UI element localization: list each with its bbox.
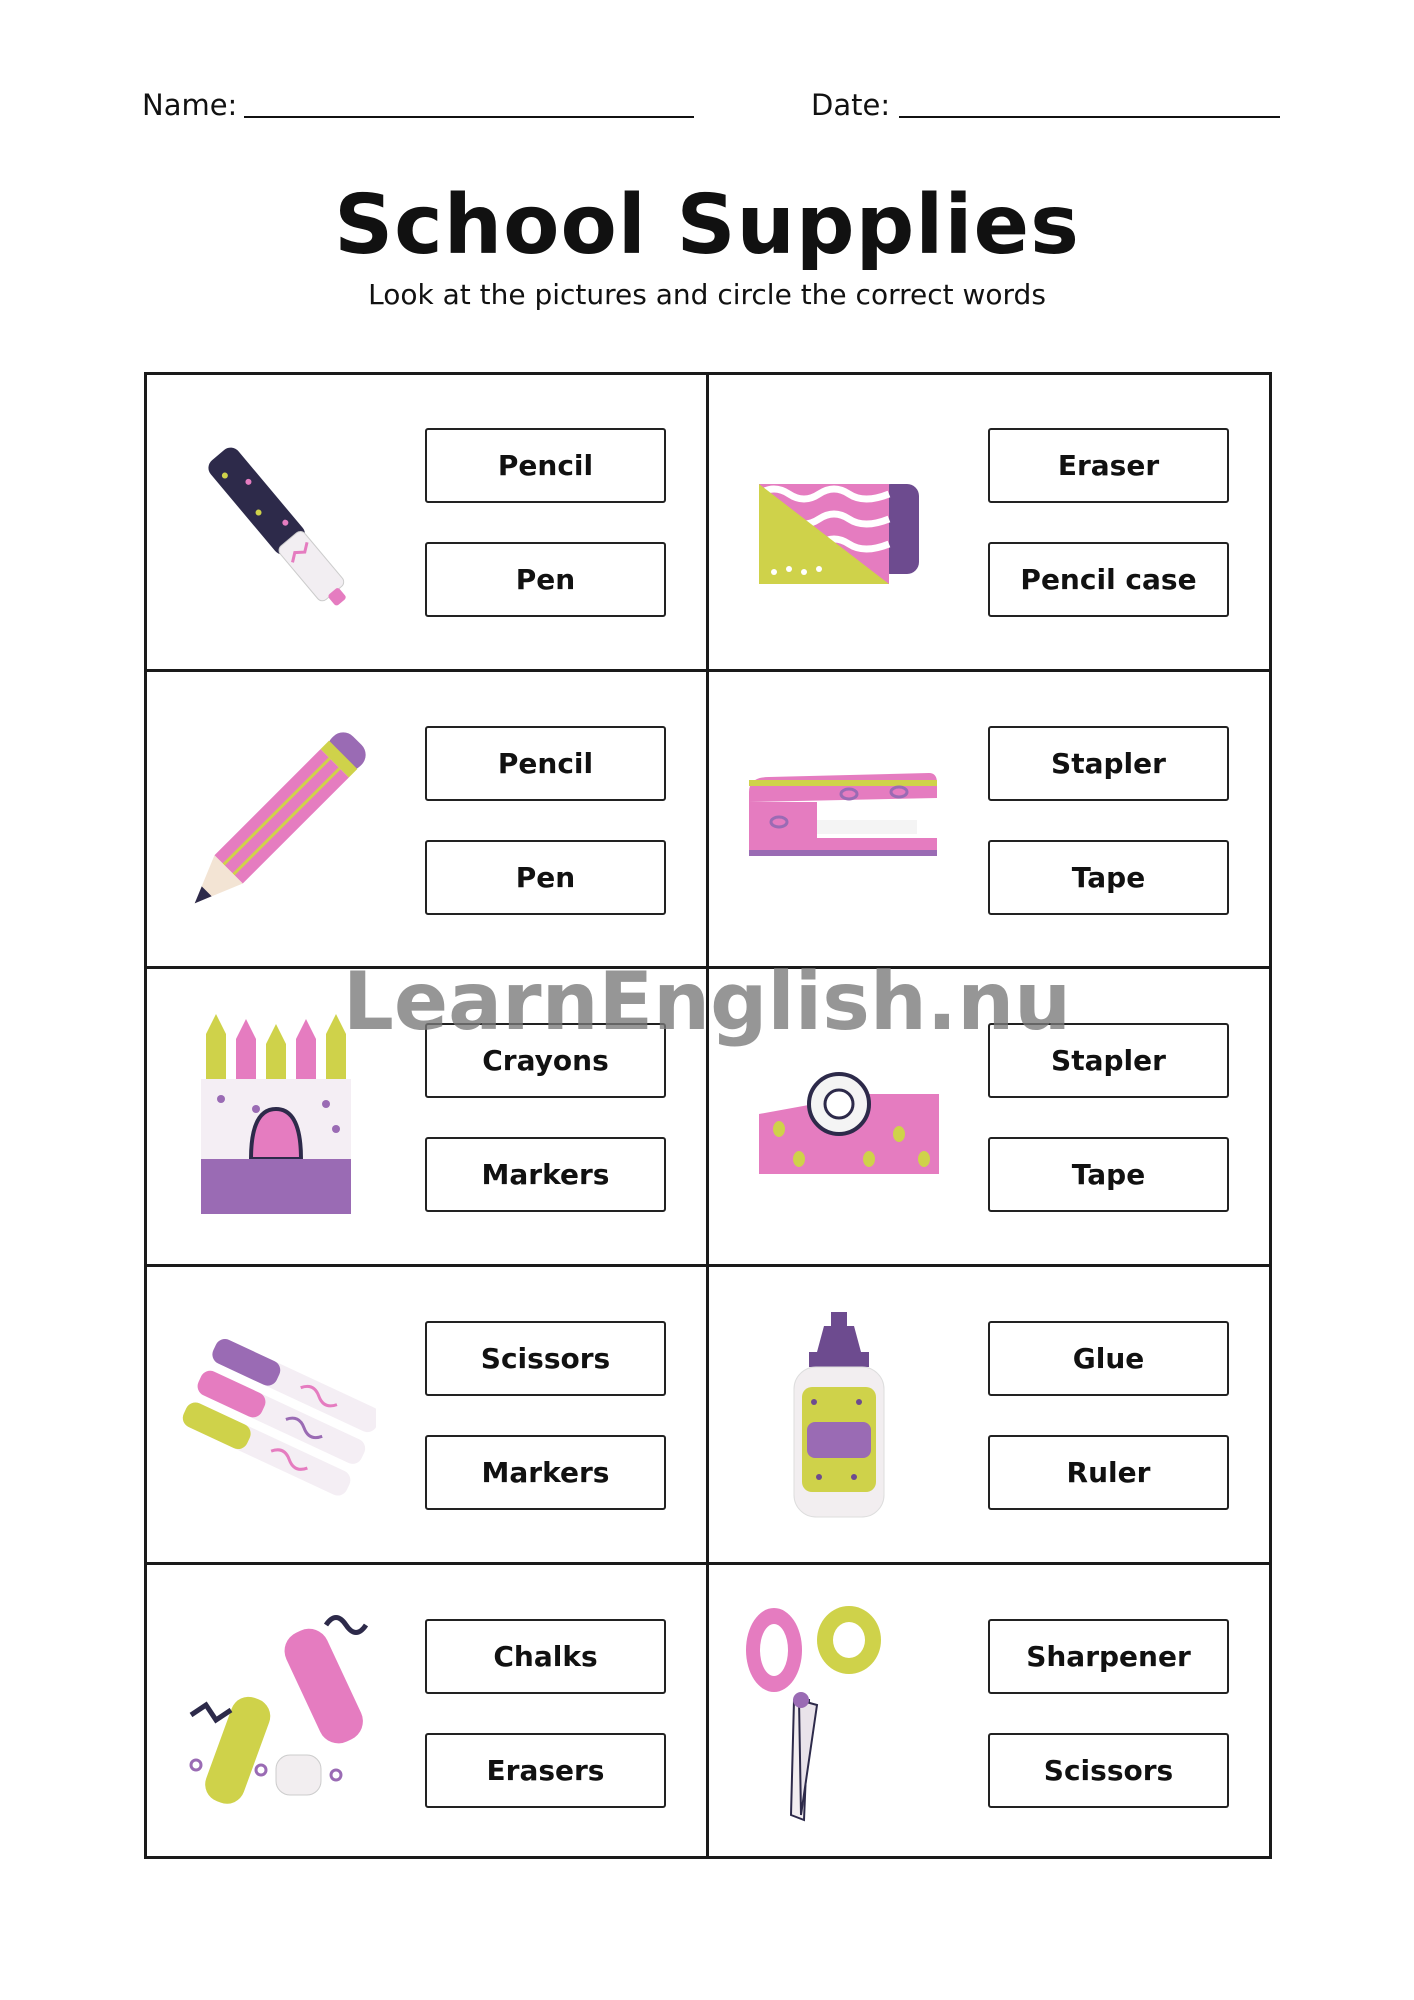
answer-option[interactable]: Pen xyxy=(425,840,666,915)
question-cell xyxy=(146,374,710,671)
question-cell xyxy=(146,672,710,969)
answer-option[interactable]: Markers xyxy=(425,1435,666,1510)
answer-option[interactable]: Scissors xyxy=(425,1321,666,1396)
answer-option[interactable]: Pencil xyxy=(425,726,666,801)
answer-option[interactable]: Stapler xyxy=(988,726,1229,801)
answer-option[interactable]: Glue xyxy=(988,1321,1229,1396)
name-label: Name: xyxy=(142,88,238,122)
answer-option[interactable]: Eraser xyxy=(988,428,1229,503)
pencil-case-icon xyxy=(739,414,939,634)
question-cell xyxy=(709,1267,1273,1564)
question-cell xyxy=(709,672,1273,969)
stapler-icon xyxy=(739,712,939,932)
glue-bottle-icon xyxy=(739,1307,939,1527)
question-cell xyxy=(146,969,710,1266)
answer-option[interactable]: Stapler xyxy=(988,1023,1229,1098)
answer-option[interactable]: Markers xyxy=(425,1137,666,1212)
answer-option[interactable]: Erasers xyxy=(425,1733,666,1808)
question-cell xyxy=(709,374,1273,671)
question-cell xyxy=(709,1565,1273,1862)
crayons-icon xyxy=(176,1009,376,1229)
answer-option[interactable]: Tape xyxy=(988,840,1229,915)
watermark: LearnEnglish.nu xyxy=(342,955,1072,1048)
answer-option[interactable]: Tape xyxy=(988,1137,1229,1212)
answer-option[interactable]: Crayons xyxy=(425,1023,666,1098)
date-field[interactable] xyxy=(899,116,1280,118)
pen-icon xyxy=(176,414,376,634)
question-cell xyxy=(146,1267,710,1564)
chalks-icon xyxy=(176,1605,376,1825)
instructions: Look at the pictures and circle the correct words xyxy=(368,278,1046,311)
answer-option[interactable]: Chalks xyxy=(425,1619,666,1694)
answer-option[interactable]: Ruler xyxy=(988,1435,1229,1510)
answer-option[interactable]: Pencil case xyxy=(988,542,1229,617)
pencil-icon xyxy=(176,712,376,932)
date-label: Date: xyxy=(811,88,891,122)
answer-option[interactable]: Scissors xyxy=(988,1733,1229,1808)
question-cell xyxy=(709,969,1273,1266)
name-field[interactable] xyxy=(244,116,694,118)
scissors-icon xyxy=(739,1605,939,1825)
question-cell xyxy=(146,1565,710,1862)
tape-dispenser-icon xyxy=(739,1009,939,1229)
markers-icon xyxy=(176,1307,376,1527)
answer-option[interactable]: Pencil xyxy=(425,428,666,503)
page-title: School Supplies xyxy=(334,178,1080,273)
answer-option[interactable]: Sharpener xyxy=(988,1619,1229,1694)
answer-option[interactable]: Pen xyxy=(425,542,666,617)
